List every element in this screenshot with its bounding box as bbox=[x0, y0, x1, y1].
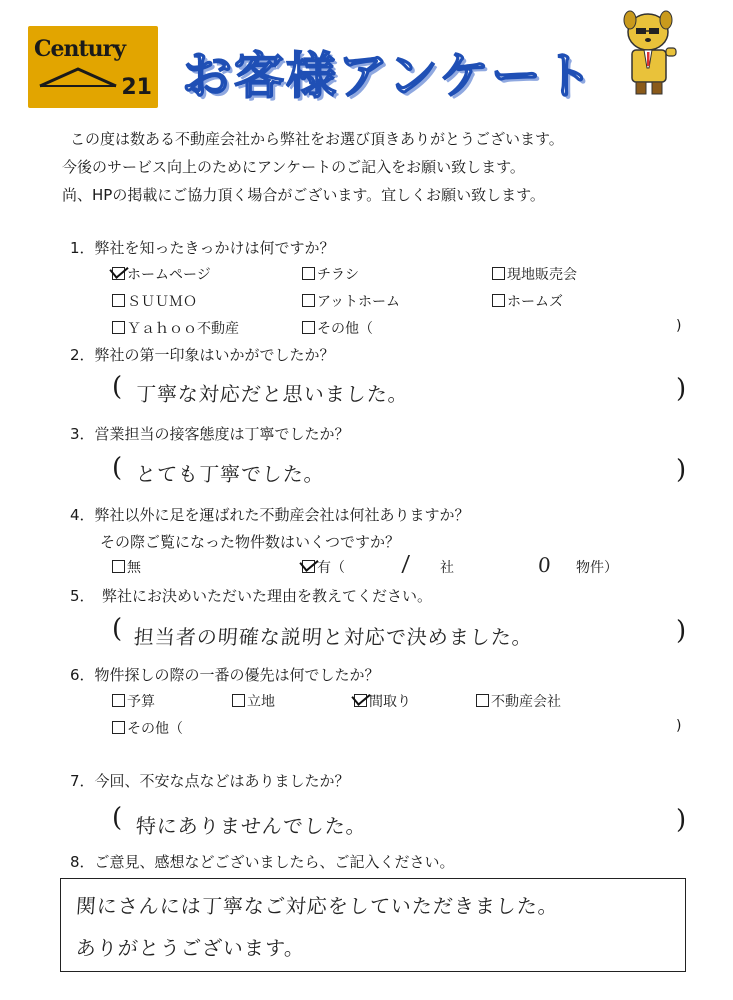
q3-label: 3．営業担当の接客態度は丁寧でしたか？ bbox=[70, 425, 350, 443]
q1-option-athome[interactable]: アットホーム bbox=[302, 291, 400, 311]
checkbox[interactable] bbox=[492, 267, 505, 280]
q4-label-sub: その際ご覧になった物件数はいくつですか？ bbox=[100, 533, 401, 551]
q5-paren-close: ) bbox=[676, 616, 687, 646]
q4-company-count-blank[interactable]: / bbox=[401, 552, 412, 577]
mascot-dog-icon bbox=[618, 8, 688, 100]
q2-paren-open: ( bbox=[112, 372, 123, 402]
checkbox[interactable] bbox=[492, 294, 505, 307]
q5-paren-open: ( bbox=[112, 614, 123, 644]
q4-label: 4．弊社以外に足を運ばれた不動産会社は何社ありますか？ bbox=[70, 506, 470, 524]
q3-paren-open: ( bbox=[112, 453, 123, 483]
q1-other-close-paren: ) bbox=[676, 318, 682, 334]
intro-line-1: この度は数ある不動産会社から弊社をお選び頂きありがとうございます。 bbox=[70, 130, 564, 148]
checkbox[interactable] bbox=[112, 721, 125, 734]
q3-answer[interactable]: とても丁寧でした。 bbox=[135, 462, 326, 486]
q6-option-other[interactable]: その他（ bbox=[112, 718, 183, 738]
q2-label: 2．弊社の第一印象はいかがでしたか？ bbox=[70, 346, 335, 364]
checkbox[interactable] bbox=[476, 694, 489, 707]
logo-brand-text: Century bbox=[34, 36, 126, 62]
q6-label: 6．物件探しの際の一番の優先は何でしたか？ bbox=[70, 666, 380, 684]
checkbox[interactable] bbox=[232, 694, 245, 707]
q7-answer[interactable]: 特にありませんでした。 bbox=[135, 814, 368, 838]
logo-number: 21 bbox=[121, 75, 152, 100]
q7-paren-close: ) bbox=[676, 805, 687, 835]
q4-property-unit: 物件） bbox=[576, 560, 618, 576]
checkbox[interactable] bbox=[302, 321, 315, 334]
q1-option-open-house[interactable]: 現地販売会 bbox=[492, 264, 577, 284]
q6-option-agency[interactable]: 不動産会社 bbox=[476, 691, 561, 711]
q4-property-count[interactable]: 0 bbox=[537, 553, 553, 577]
q6-option-budget[interactable]: 予算 bbox=[112, 691, 155, 711]
q5-answer[interactable]: 担当者の明確な説明と対応で決めました。 bbox=[133, 625, 534, 649]
q7-paren-open: ( bbox=[112, 803, 123, 833]
checkbox-checked[interactable] bbox=[302, 560, 315, 573]
q1-label: 1．弊社を知ったきっかけは何ですか？ bbox=[70, 239, 335, 257]
q1-option-flyer[interactable]: チラシ bbox=[302, 264, 359, 284]
q2-answer[interactable]: 丁寧な対応だと思いました。 bbox=[135, 382, 410, 406]
q8-comment-line-2: ありがとうございます。 bbox=[75, 936, 307, 960]
q2-paren-close: ) bbox=[676, 374, 687, 404]
checkbox-checked[interactable] bbox=[354, 694, 367, 707]
q4-company-unit: 社 bbox=[440, 560, 454, 576]
q6-option-location[interactable]: 立地 bbox=[232, 691, 275, 711]
checkbox-checked[interactable] bbox=[112, 267, 125, 280]
q8-label: 8．ご意見、感想などございましたら、ご記入ください。 bbox=[70, 853, 455, 871]
century21-logo bbox=[28, 26, 158, 108]
checkbox[interactable] bbox=[112, 321, 125, 334]
logo-house-icon bbox=[38, 66, 118, 88]
q1-option-other[interactable]: その他（ bbox=[302, 318, 373, 338]
q7-label: 7．今回、不安な点などはありましたか？ bbox=[70, 772, 350, 790]
checkbox[interactable] bbox=[112, 694, 125, 707]
intro-line-3: 尚、HPの掲載にご協力頂く場合がございます。宜しくお願い致します。 bbox=[62, 186, 545, 204]
intro-line-2: 今後のサービス向上のためにアンケートのご記入をお願い致します。 bbox=[62, 158, 525, 176]
q5-label: 5． 弊社にお決めいただいた理由を教えてください。 bbox=[70, 587, 433, 605]
checkbox[interactable] bbox=[302, 294, 315, 307]
q1-option-homepage[interactable]: ホームページ bbox=[112, 264, 211, 284]
page-title: お客様アンケート bbox=[182, 46, 595, 105]
q3-paren-close: ) bbox=[676, 455, 687, 485]
q8-comment-line-1: 関にさんには丁寧なご対応をしていただきました。 bbox=[75, 894, 560, 918]
q4-option-yes[interactable]: 有（ bbox=[302, 557, 345, 577]
q1-option-suumo[interactable]: ＳＵＵＭＯ bbox=[112, 291, 197, 311]
q1-option-homes[interactable]: ホームズ bbox=[492, 291, 563, 311]
q1-option-yahoo[interactable]: Ｙａｈｏｏ不動産 bbox=[112, 318, 239, 338]
q6-other-close-paren: ) bbox=[676, 718, 682, 734]
q4-option-none[interactable]: 無 bbox=[112, 557, 141, 577]
q6-option-layout[interactable]: 間取り bbox=[354, 691, 411, 711]
checkbox[interactable] bbox=[302, 267, 315, 280]
checkbox[interactable] bbox=[112, 294, 125, 307]
checkbox[interactable] bbox=[112, 560, 125, 573]
